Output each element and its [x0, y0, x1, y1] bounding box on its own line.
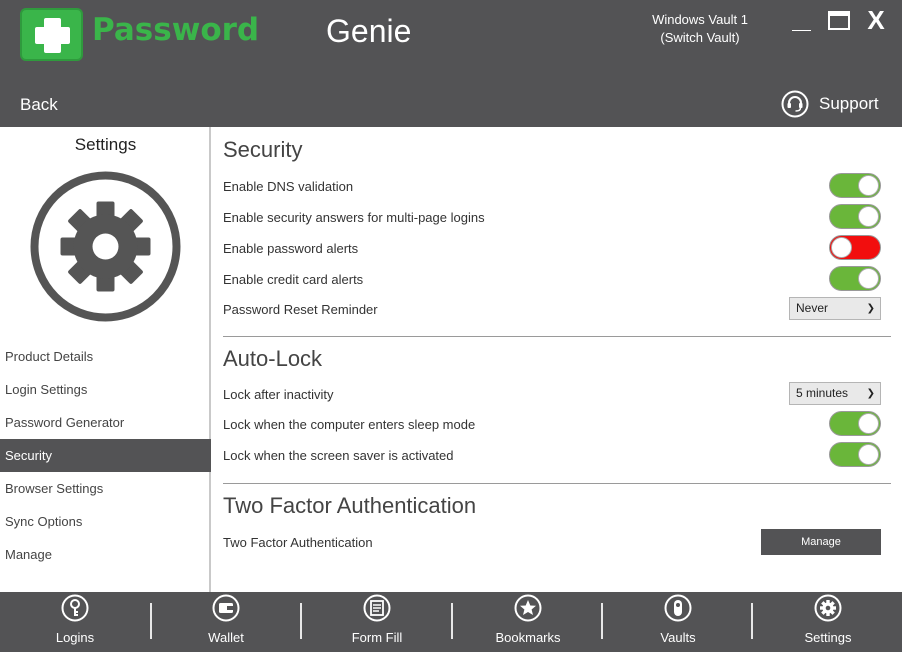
nav-label: Settings [804, 630, 852, 645]
lock-screensaver-label: Lock when the screen saver is activated [223, 448, 454, 463]
twofactor-label: Two Factor Authentication [223, 535, 373, 550]
lock-inactivity-label: Lock after inactivity [223, 387, 334, 402]
credit-card-alerts-label: Enable credit card alerts [223, 272, 364, 287]
lock-sleep-toggle[interactable] [829, 411, 881, 436]
form-fill-icon [363, 594, 391, 622]
lock-screensaver-toggle[interactable] [829, 442, 881, 467]
section-divider [223, 336, 891, 337]
password-alerts-toggle[interactable] [829, 235, 881, 260]
nav-bookmarks[interactable] [453, 592, 603, 652]
twofactor-manage-button[interactable]: Manage [761, 529, 881, 555]
nav-settings[interactable] [753, 592, 902, 652]
settings-content [213, 127, 902, 592]
star-icon [514, 594, 542, 622]
autolock-section-title: Auto-Lock [223, 346, 323, 371]
nav-label: Wallet [208, 630, 244, 645]
dns-validation-label: Enable DNS validation [223, 179, 354, 194]
logo-plus-icon [20, 8, 83, 61]
logo-word-password: Password [92, 12, 260, 48]
sidebar-title: Settings [74, 135, 137, 154]
dns-validation-toggle[interactable] [829, 173, 881, 198]
settings-sidebar [0, 127, 211, 592]
back-button[interactable]: Back [20, 95, 58, 114]
nav-label: Vaults [660, 630, 696, 645]
vault-icon [664, 594, 692, 622]
key-icon [61, 594, 89, 622]
lock-inactivity-value: 5 minutes [796, 386, 849, 400]
settings-gear-icon [30, 171, 181, 322]
switch-vault-link[interactable]: (Switch Vault) [660, 30, 740, 45]
sidebar-item-manage[interactable]: Manage [5, 547, 52, 562]
sidebar-item-login-settings[interactable]: Login Settings [5, 382, 88, 397]
nav-wallet[interactable] [151, 592, 301, 652]
lock-inactivity-select[interactable] [789, 382, 881, 405]
password-reset-reminder-label: Password Reset Reminder [223, 302, 378, 317]
logo-word-genie: Genie [326, 13, 412, 49]
vault-name: Windows Vault 1 [652, 12, 748, 27]
nav-logins[interactable] [0, 592, 150, 652]
support-button[interactable] [781, 89, 879, 119]
headset-icon [781, 90, 809, 118]
sidebar-item-security[interactable]: Security [0, 439, 211, 472]
sidebar-item-password-generator[interactable]: Password Generator [5, 415, 125, 430]
password-reset-reminder-select[interactable] [789, 297, 881, 320]
password-reset-reminder-value: Never [796, 301, 829, 315]
support-label: Support [819, 94, 879, 113]
chevron-down-icon: ❯ [866, 303, 875, 314]
security-answers-label: Enable security answers for multi-page logins [223, 210, 485, 225]
sidebar-item-sync-options[interactable]: Sync Options [5, 514, 83, 529]
section-divider [223, 483, 891, 484]
nav-form-fill[interactable] [302, 592, 452, 652]
wallet-icon [212, 594, 240, 622]
chevron-down-icon: ❯ [866, 388, 875, 399]
gear-icon [814, 594, 842, 622]
nav-label: Logins [55, 630, 95, 645]
maximize-button[interactable] [828, 11, 850, 30]
security-section-title: Security [223, 137, 303, 162]
sidebar-item-product-details[interactable]: Product Details [5, 349, 94, 364]
bottom-nav [0, 592, 902, 652]
lock-sleep-label: Lock when the computer enters sleep mode [223, 417, 476, 432]
app-header [0, 0, 902, 127]
nav-label: Bookmarks [495, 630, 561, 645]
security-answers-toggle[interactable] [829, 204, 881, 229]
vault-selector[interactable] [600, 11, 800, 47]
credit-card-alerts-toggle[interactable] [829, 266, 881, 291]
minimize-button[interactable] [791, 10, 813, 34]
sidebar-item-browser-settings[interactable]: Browser Settings [5, 481, 104, 496]
close-button[interactable]: X [867, 5, 885, 35]
password-alerts-label: Enable password alerts [223, 241, 359, 256]
nav-label: Form Fill [351, 630, 403, 645]
twofactor-section-title: Two Factor Authentication [223, 493, 477, 518]
nav-vaults[interactable] [603, 592, 753, 652]
